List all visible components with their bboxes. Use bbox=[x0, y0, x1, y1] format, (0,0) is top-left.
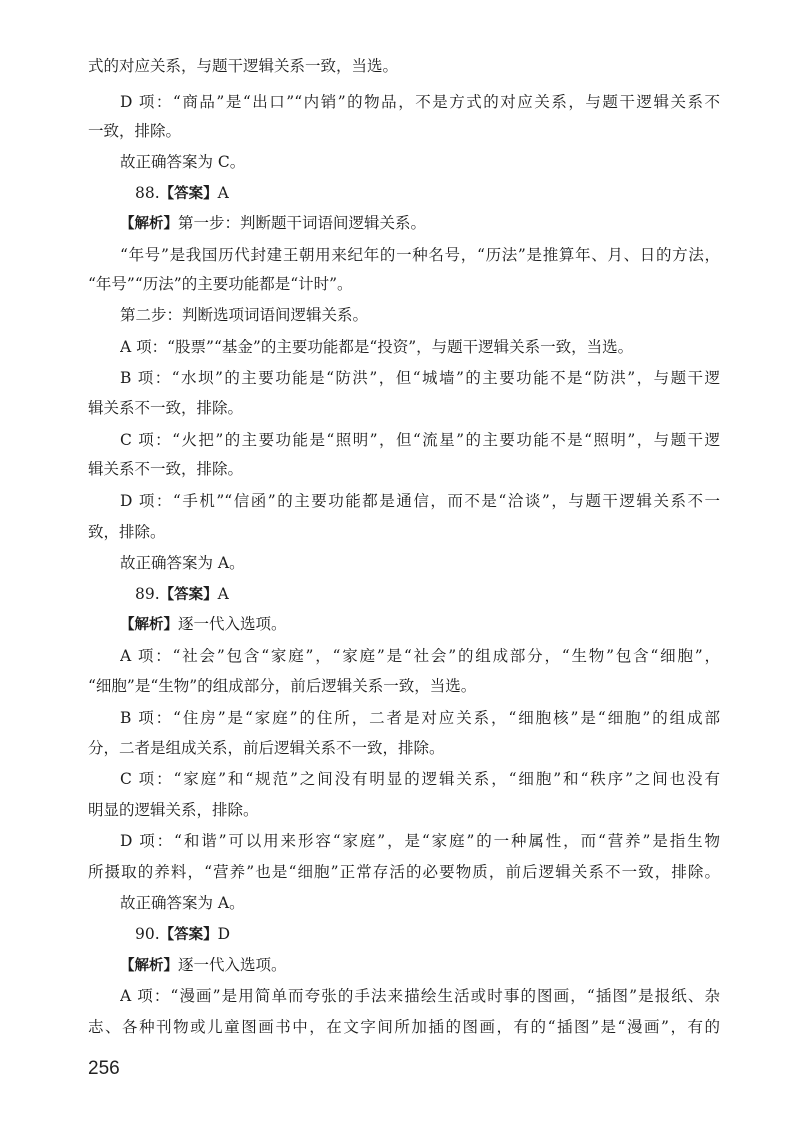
text-line: 辑关系不一致，排除。 bbox=[88, 399, 244, 417]
analysis-label: 【解析】 bbox=[120, 617, 178, 633]
text-line: 一致，排除。 bbox=[88, 122, 182, 140]
text-line: “年号”“历法”的主要功能都是“计时”。 bbox=[88, 275, 353, 293]
text-line: 志、各种刊物或儿童图画书中，在文字间所加插的图画，有的“插图”是“漫画”，有的 bbox=[88, 1018, 720, 1036]
analysis-label: 【解析】 bbox=[120, 958, 178, 974]
answer-value: A bbox=[217, 585, 229, 603]
text-line: C 项：“火把”的主要功能是“照明”，但“流星”的主要功能不是“照明”，与题干逻 bbox=[120, 431, 720, 449]
answer-value: D bbox=[217, 925, 231, 943]
answer-heading-88 bbox=[135, 183, 720, 204]
text-line: 故正确答案为 C。 bbox=[120, 153, 246, 171]
question-number: 89. bbox=[135, 585, 160, 603]
text-line: 分，二者是组成关系，前后逻辑关系不一致，排除。 bbox=[88, 739, 445, 757]
question-number: 88. bbox=[135, 184, 160, 202]
text-line: C 项：“家庭”和“规范”之间没有明显的逻辑关系，“细胞”和“秩序”之间也没有 bbox=[120, 770, 720, 788]
text-line: 故正确答案为 A。 bbox=[120, 894, 245, 912]
text-line: D 项：“和谐”可以用来形容“家庭”，是“家庭”的一种属性，而“营养”是指生物 bbox=[120, 832, 720, 850]
analysis-line-90 bbox=[120, 955, 720, 976]
question-number: 90. bbox=[135, 925, 160, 943]
page-number: 256 bbox=[88, 1058, 120, 1079]
text-line: B 项：“水坝”的主要功能是“防洪”，但“城墙”的主要功能不是“防洪”，与题干逻 bbox=[120, 369, 720, 387]
text-line: “年号”是我国历代封建王朝用来纪年的一种名号，“历法”是推算年、月、日的方法， bbox=[120, 246, 720, 264]
text-line: 式的对应关系，与题干逻辑关系一致，当选。 bbox=[88, 57, 399, 75]
text-line: D 项：“商品”是“出口”“内销”的物品，不是方式的对应关系，与题干逻辑关系不 bbox=[120, 93, 720, 111]
answer-heading-90 bbox=[135, 924, 720, 945]
analysis-line-89 bbox=[120, 614, 720, 635]
text-line: A 项：“社会”包含“家庭”，“家庭”是“社会”的组成部分，“生物”包含“细胞”， bbox=[120, 647, 720, 665]
text-line: 明显的逻辑关系，排除。 bbox=[88, 801, 259, 819]
analysis-text: 逐一代入选项。 bbox=[178, 956, 287, 974]
text-line: 故正确答案为 A。 bbox=[120, 554, 245, 572]
text-line: 辑关系不一致，排除。 bbox=[88, 460, 244, 478]
text-line: 所摄取的养料，“营养”也是“细胞”正常存活的必要物质，前后逻辑关系不一致，排除。 bbox=[88, 863, 720, 881]
analysis-text: 逐一代入选项。 bbox=[178, 615, 287, 633]
text-line: A 项：“漫画”是用简单而夸张的手法来描绘生活或时事的图画，“插图”是报纸、杂 bbox=[120, 987, 720, 1005]
answer-label: 【答案】 bbox=[159, 927, 218, 943]
answer-label: 【答案】 bbox=[159, 186, 218, 202]
text-line: 致，排除。 bbox=[88, 523, 166, 541]
answer-heading-89 bbox=[135, 584, 720, 605]
text-line: “细胞”是“生物”的组成部分，前后逻辑关系一致，当选。 bbox=[88, 677, 477, 695]
analysis-text: 第一步：判断题干词语间逻辑关系。 bbox=[178, 214, 427, 232]
analysis-label: 【解析】 bbox=[120, 216, 178, 232]
text-line: B 项：“住房”是“家庭”的住所，二者是对应关系，“细胞核”是“细胞”的组成部 bbox=[120, 709, 720, 727]
answer-label: 【答案】 bbox=[159, 587, 218, 603]
analysis-line-88 bbox=[120, 213, 720, 234]
answer-value: A bbox=[217, 184, 229, 202]
text-line: 第二步：判断选项词语间逻辑关系。 bbox=[120, 306, 369, 324]
text-line: A 项：“股票”“基金”的主要功能都是“投资”，与题干逻辑关系一致，当选。 bbox=[120, 338, 634, 356]
text-line: D 项：“手机”“信函”的主要功能都是通信，而不是“洽谈”，与题干逻辑关系不一 bbox=[120, 492, 720, 510]
